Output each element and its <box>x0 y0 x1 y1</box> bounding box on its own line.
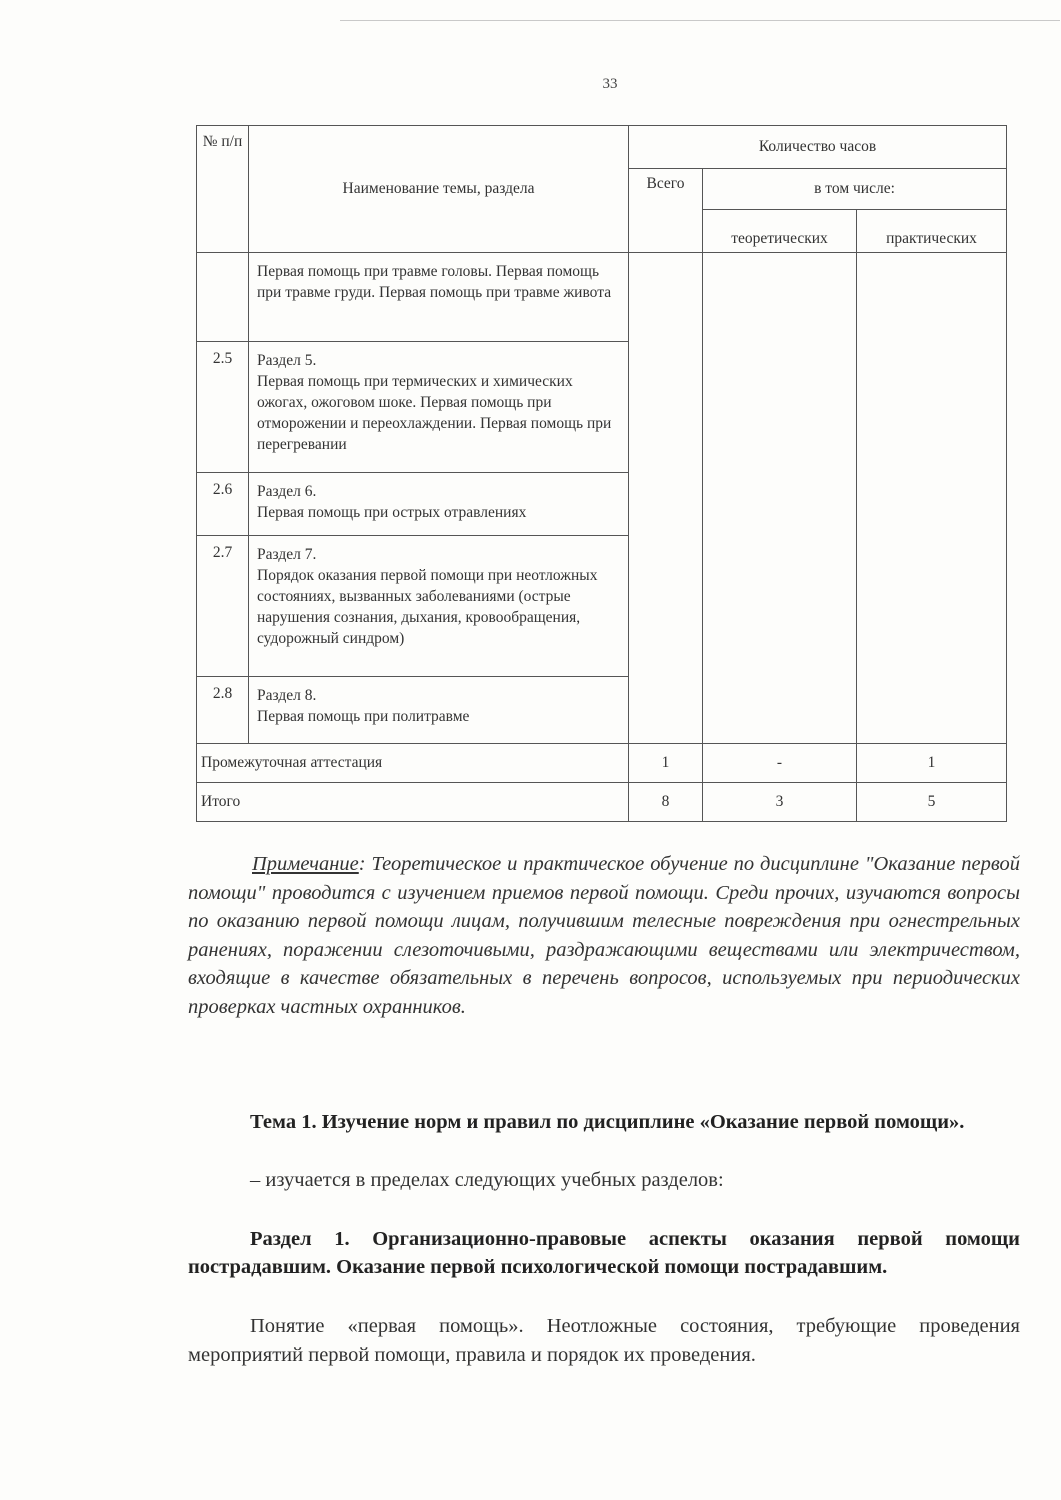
table-header <box>197 126 1007 253</box>
row-num: 2.7 <box>197 536 249 677</box>
table-row <box>197 253 1007 342</box>
row-text: Первая помощь при травме головы. Первая помощь при травме груди. Первая помощь при травме живота <box>257 263 612 301</box>
topic-heading <box>188 1108 1020 1136</box>
topic-subtext: – изучается в пределах следующих учебных разделов: <box>250 1169 724 1191</box>
row-num <box>197 253 249 342</box>
header-total: Всего <box>629 169 703 253</box>
row-topic <box>249 342 629 473</box>
row-text: Первая помощь при политравме <box>257 708 470 725</box>
header-topic-name: Наименование темы, раздела <box>249 126 629 253</box>
page-number: 33 <box>602 76 618 92</box>
section-heading <box>188 1225 1020 1281</box>
row-title: Раздел 6. <box>257 483 317 500</box>
summary-label: Итого <box>197 783 629 822</box>
row-topic <box>249 677 629 744</box>
summary-theoretical: 3 <box>703 783 857 822</box>
total-hours-cell <box>629 253 703 744</box>
topic-heading-text: Тема 1. Изучение норм и правил по дисциплине «Оказание первой помощи». <box>250 1111 965 1133</box>
summary-row-total <box>197 783 1007 822</box>
row-title: Раздел 5. <box>257 352 317 369</box>
row-text: Первая помощь при острых отравлениях <box>257 504 527 521</box>
scan-top-edge <box>340 20 1060 21</box>
header-num: № п/п <box>197 126 249 253</box>
row-num: 2.5 <box>197 342 249 473</box>
summary-row-attestation <box>197 744 1007 783</box>
row-topic <box>249 253 629 342</box>
summary-label: Промежуточная аттестация <box>197 744 629 783</box>
section-paragraph <box>188 1312 1020 1370</box>
row-topic <box>249 473 629 536</box>
row-title: Раздел 7. <box>257 546 317 563</box>
practical-hours-cell <box>857 253 1007 744</box>
section-paragraph-text: Понятие «первая помощь». Неотложные состояния, требующие проведения мероприятий первой помощи, правила и порядок их проведения. <box>188 1315 1020 1366</box>
theoretical-hours-cell <box>703 253 857 744</box>
row-title: Раздел 8. <box>257 687 317 704</box>
row-topic <box>249 536 629 677</box>
header-theoretical: теоретических <box>703 210 857 253</box>
row-num: 2.8 <box>197 677 249 744</box>
note-label: Примечание <box>252 853 359 875</box>
summary-practical: 1 <box>857 744 1007 783</box>
header-hours: Количество часов <box>629 126 1007 169</box>
summary-practical: 5 <box>857 783 1007 822</box>
note-paragraph <box>188 850 1020 1022</box>
row-text: Порядок оказания первой помощи при неотложных состояниях, вызванных заболеваниями (острые нарушения сознания, дыхания, кровообращения, судорожный синдром) <box>257 567 598 647</box>
summary-total: 8 <box>629 783 703 822</box>
note-text: : Теоретическое и практическое обучение по дисциплине "Оказание первой помощи" проводится с изучением приемов первой помощи. Среди прочих, изучаются вопросы по оказанию первой помощи лицам, получившим телесные повреждения при огнестрельных ранениях, поражении слезоточивыми, раздражающими веществами или электричеством, входящие в качестве обязательных в перечень вопросов, используемых при периодических проверках частных охранников. <box>188 853 1020 1018</box>
header-practical: практических <box>857 210 1007 253</box>
header-including: в том числе: <box>703 169 1007 210</box>
hours-table <box>196 125 1007 822</box>
section-heading-text: Раздел 1. Организационно-правовые аспекты оказания первой помощи пострадавшим. Оказание первой психологической помощи пострадавшим. <box>188 1228 1020 1278</box>
summary-total: 1 <box>629 744 703 783</box>
row-text: Первая помощь при термических и химических ожогах, ожоговом шоке. Первая помощь при отморожении и переохлаждении. Первая помощь при перегревании <box>257 373 612 453</box>
summary-theoretical: - <box>703 744 857 783</box>
row-num: 2.6 <box>197 473 249 536</box>
